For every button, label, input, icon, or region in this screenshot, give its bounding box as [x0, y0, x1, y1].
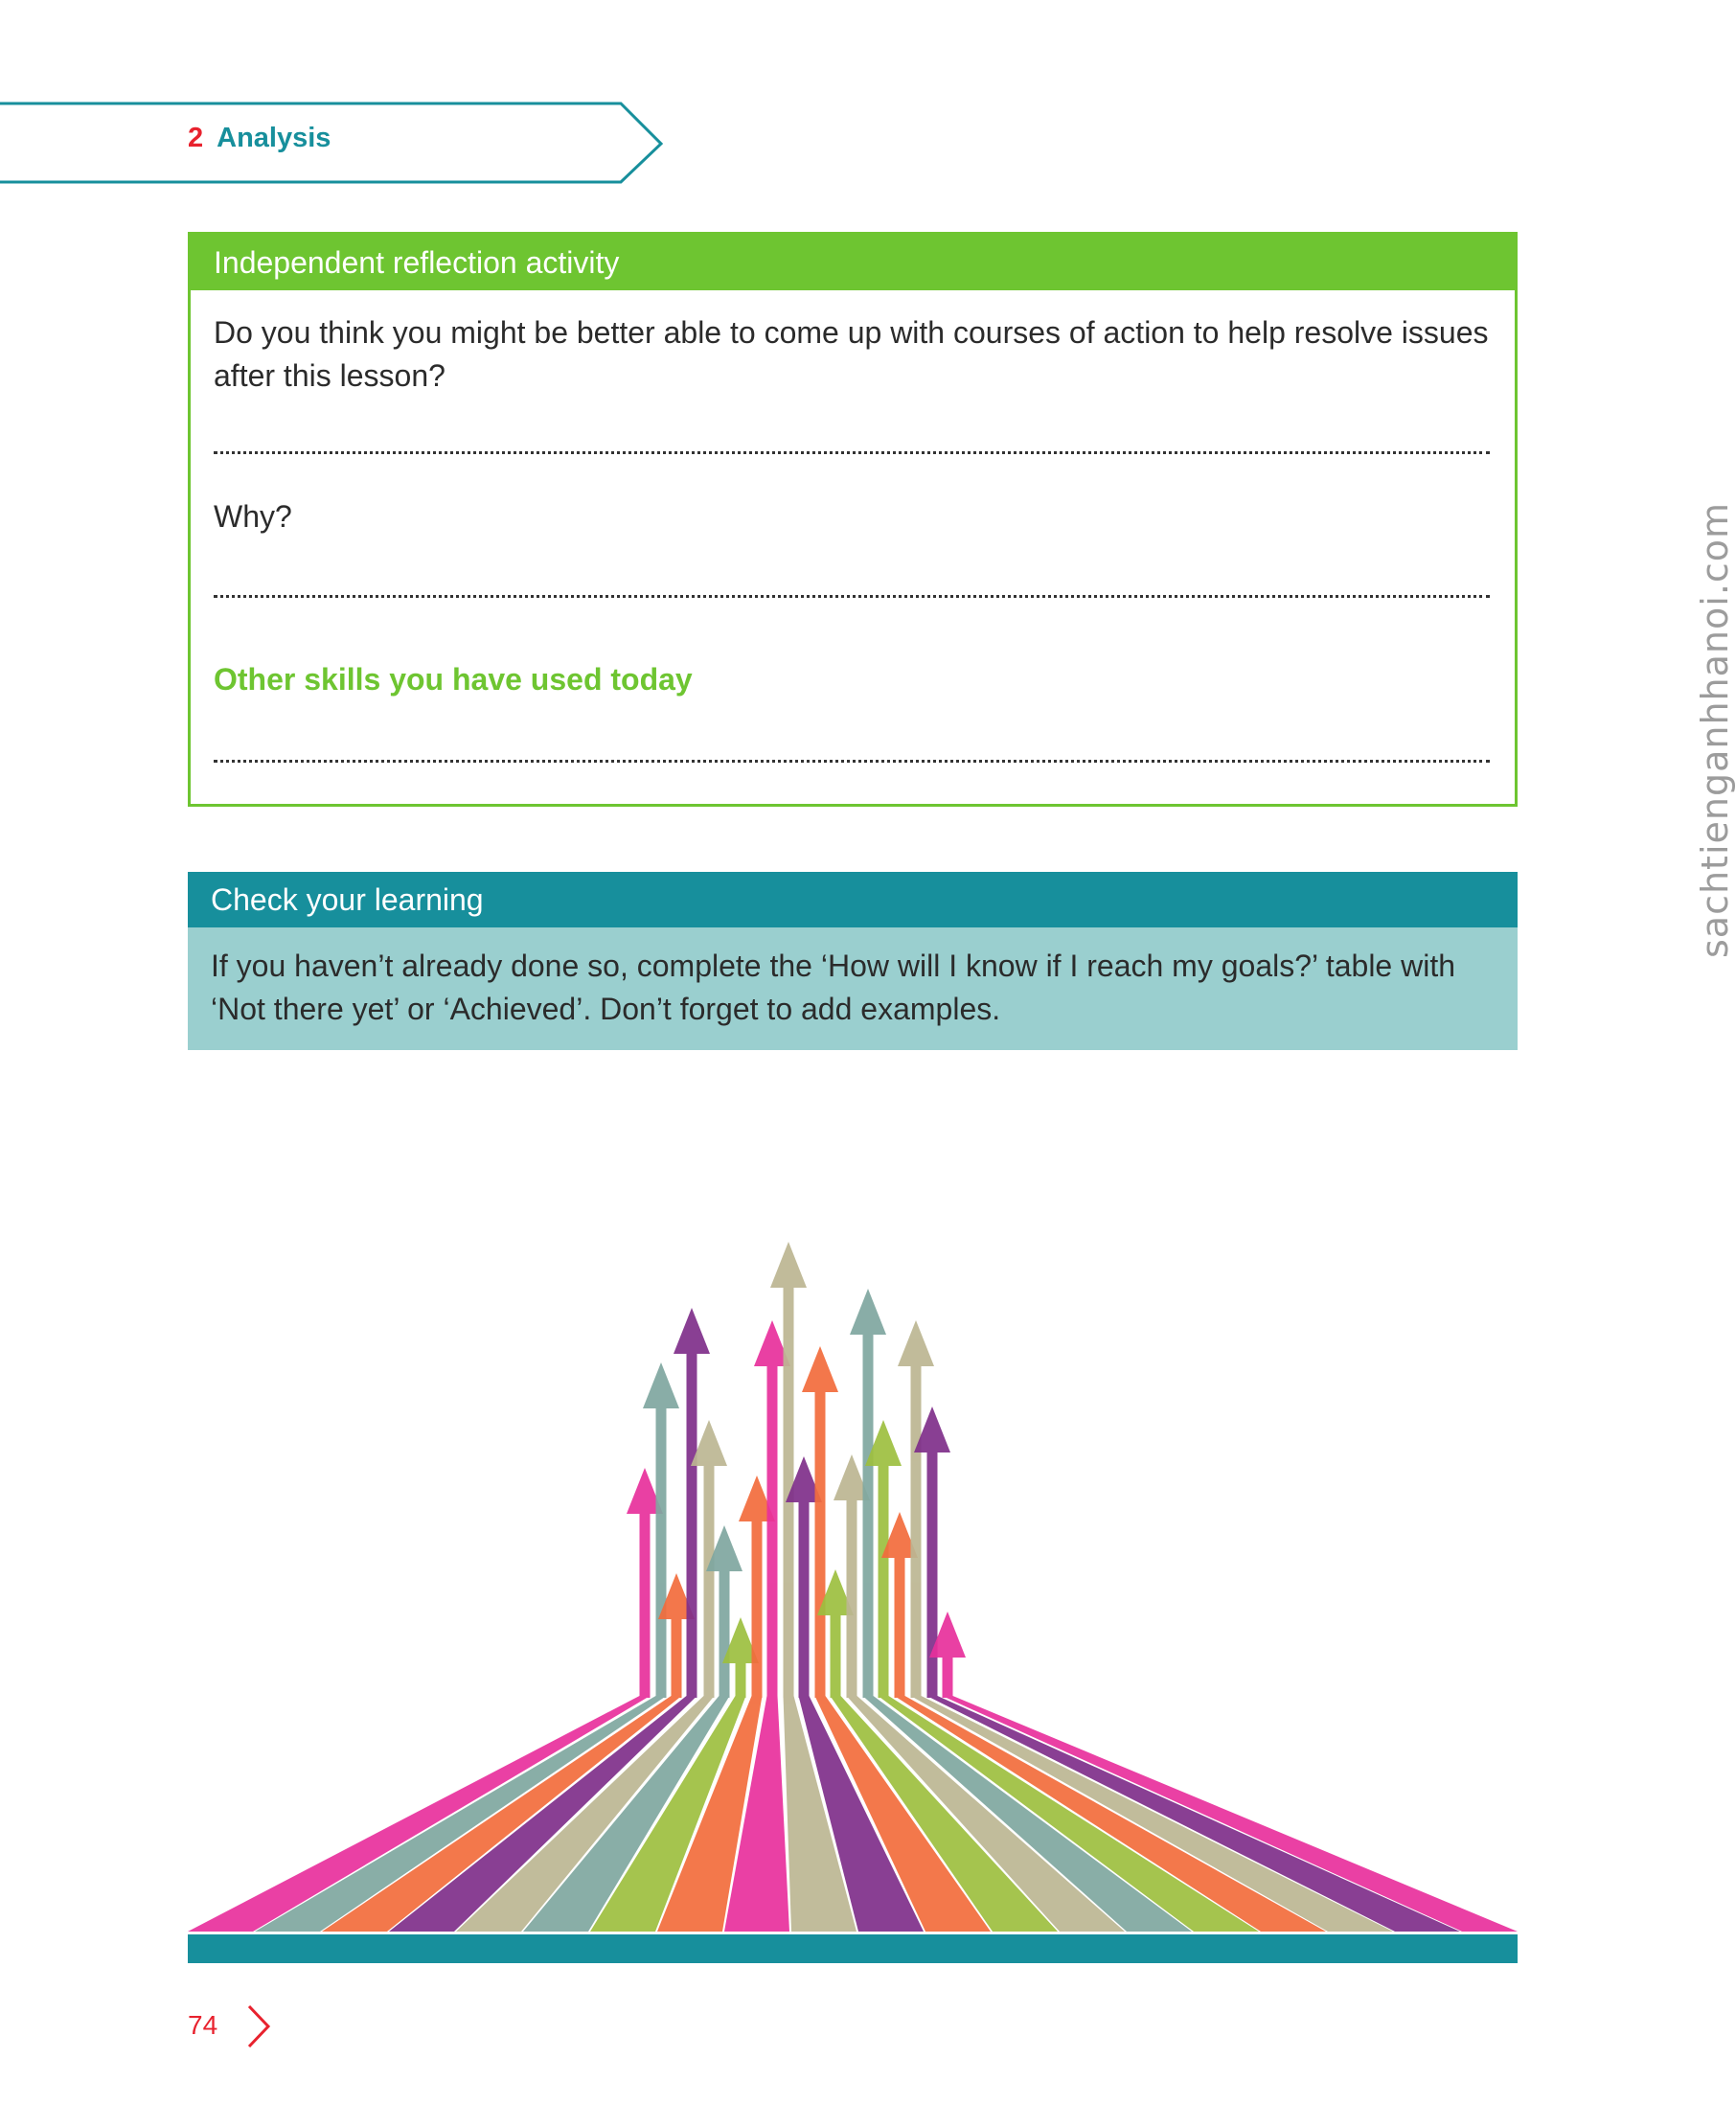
- reflection-heading: Independent reflection activity: [191, 235, 1515, 290]
- arrow-stem: [656, 1407, 667, 1698]
- arrow-stem: [687, 1352, 697, 1698]
- base-bar: [188, 1934, 1518, 1963]
- arrow-head: [802, 1346, 838, 1392]
- why-prompt: Why?: [214, 499, 292, 534]
- arrow-stem: [911, 1364, 922, 1698]
- arrow-stem: [943, 1656, 953, 1698]
- arrow-stem: [847, 1498, 857, 1698]
- arrow-stem: [672, 1617, 682, 1698]
- chapter-number: 2: [188, 123, 204, 153]
- arrow-stem: [767, 1364, 778, 1698]
- reflection-activity-box: [188, 232, 1518, 807]
- arrow-head: [898, 1320, 934, 1366]
- chapter-title: Analysis: [217, 123, 331, 153]
- arrow-stem: [927, 1451, 938, 1698]
- check-learning-box: [188, 872, 1518, 1050]
- arrow-stem: [799, 1500, 810, 1698]
- arrow-head: [770, 1242, 807, 1288]
- arrow-head: [643, 1362, 679, 1408]
- arrow-stem: [879, 1464, 889, 1698]
- arrow-stem: [720, 1569, 730, 1698]
- arrow-head: [850, 1289, 886, 1335]
- arrow-stem: [831, 1613, 841, 1698]
- colourful-arrows-illustration: [188, 1198, 1519, 1964]
- arrow-stem: [704, 1464, 715, 1698]
- arrow-stem: [752, 1520, 763, 1698]
- chapter-tab-shape: [0, 0, 690, 192]
- answer-line-3[interactable]: [214, 760, 1490, 763]
- chevron-right-icon: [243, 2002, 272, 2050]
- arrow-stem: [736, 1661, 746, 1698]
- check-learning-heading: Check your learning: [188, 872, 1518, 927]
- arrow-stem: [815, 1390, 826, 1698]
- page-number: 74: [188, 2010, 218, 2040]
- check-learning-text: If you haven’t already done so, complete the ‘How will I know if I reach my goals?’ table with ‘Not there yet’ or ‘Achieved’. Don’t forget to add examples.: [211, 949, 1456, 1026]
- arrow-stem: [895, 1556, 905, 1698]
- answer-line-1[interactable]: [214, 451, 1490, 454]
- answer-line-2[interactable]: [214, 595, 1490, 598]
- chapter-heading: [188, 123, 331, 154]
- other-skills-heading: Other skills you have used today: [214, 662, 693, 697]
- arrow-stem: [640, 1512, 651, 1698]
- watermark-text: sachtienganhhanoi.com: [1694, 501, 1736, 958]
- arrow-stem: [863, 1333, 874, 1698]
- arrow-head: [674, 1308, 710, 1354]
- reflection-question: Do you think you might be better able to come up with courses of action to help resolve issues after this lesson?: [214, 315, 1489, 393]
